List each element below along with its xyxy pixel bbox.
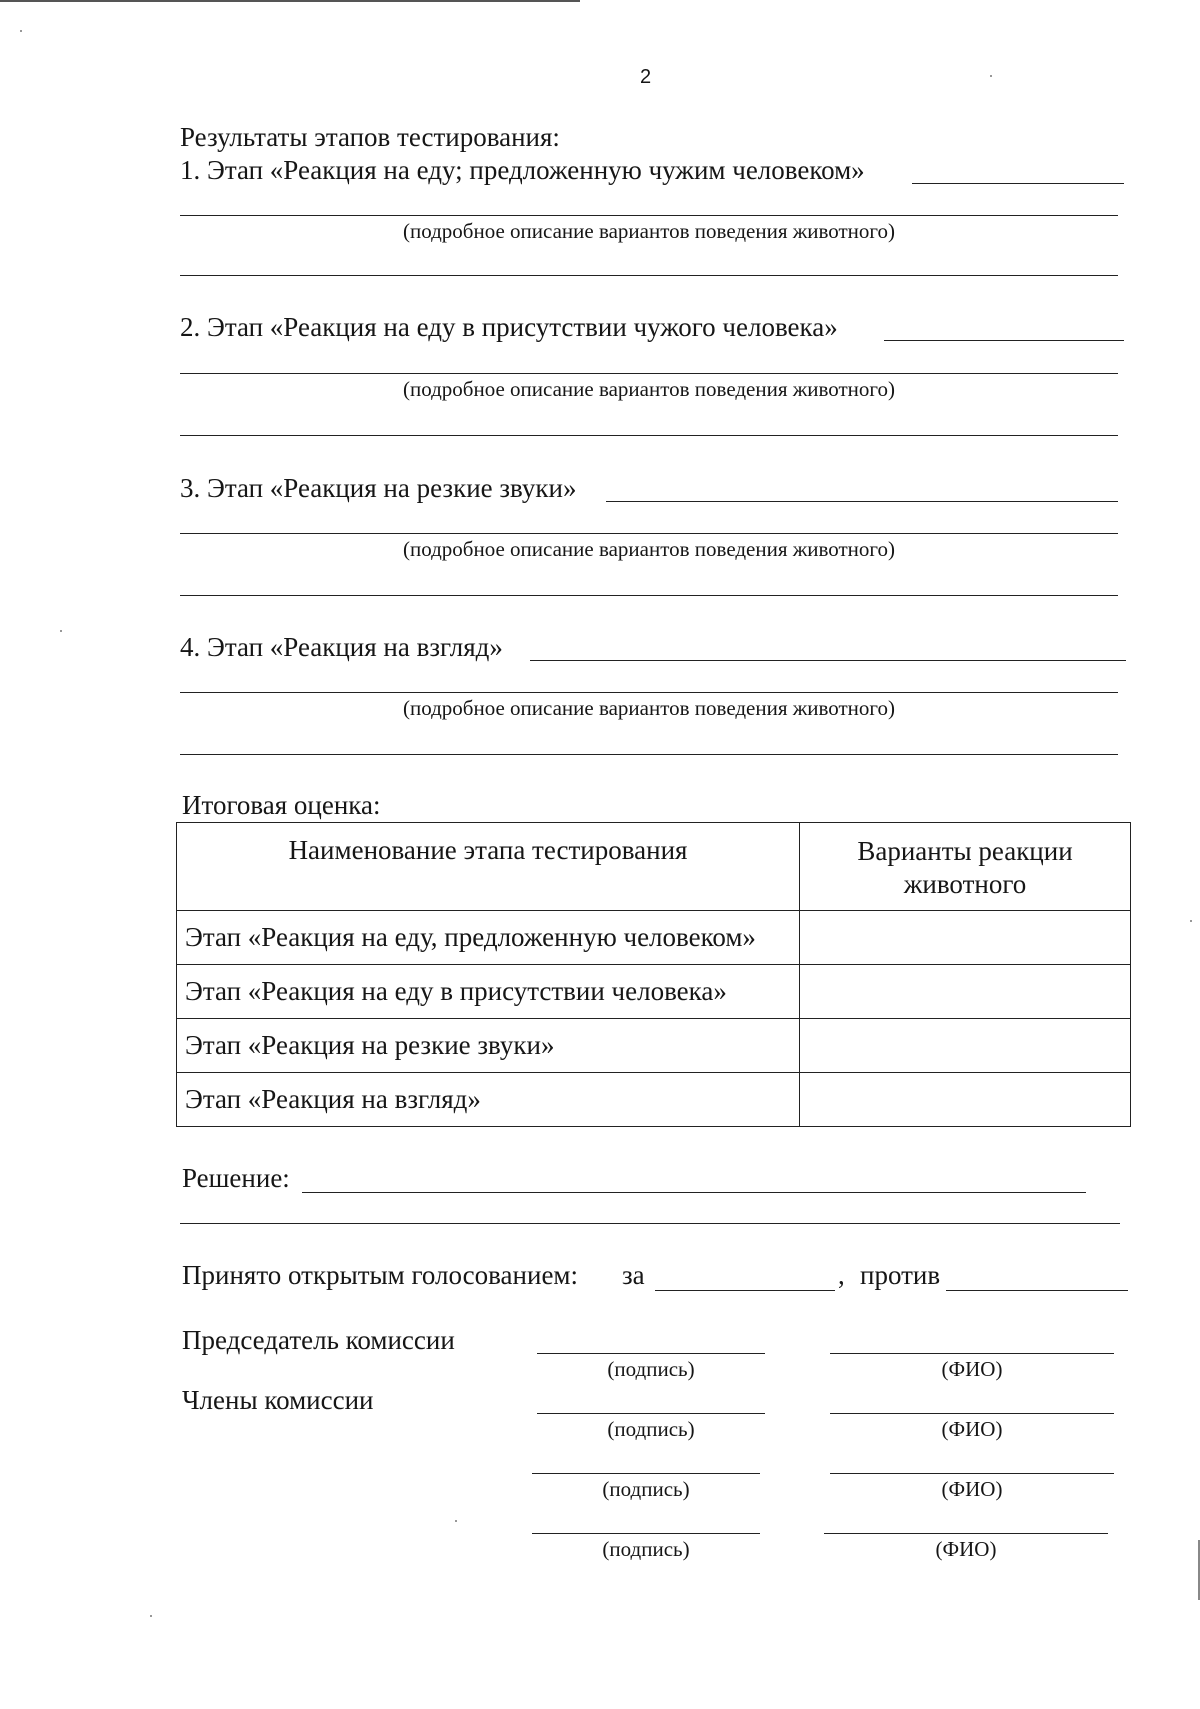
table-row xyxy=(177,911,1131,965)
stage-3-fill-inline[interactable] xyxy=(606,501,1118,502)
stage-1-fill-line-2[interactable] xyxy=(180,275,1118,276)
stage-4-title: 4. Этап «Реакция на взгляд» xyxy=(180,632,503,662)
vote-label: Принято открытым голосованием: xyxy=(182,1260,579,1290)
name-caption: (ФИО) xyxy=(941,1417,1003,1441)
vote-for-label: за xyxy=(622,1260,645,1290)
total-assessment-label: Итоговая оценка: xyxy=(182,790,381,820)
name-caption: (ФИО) xyxy=(935,1537,997,1561)
name-line-member-1[interactable] xyxy=(830,1413,1114,1414)
header-reaction-variants: Варианты реакции животного xyxy=(800,823,1131,911)
signature-caption: (подпись) xyxy=(602,1477,690,1501)
row-reaction-cell[interactable] xyxy=(800,911,1131,965)
stage-3-caption: (подробное описание вариантов поведения животного) xyxy=(402,537,895,561)
stage-4-fill-line[interactable] xyxy=(180,692,1118,693)
signature-line-chairman[interactable] xyxy=(537,1353,765,1354)
name-line-member-2[interactable] xyxy=(830,1473,1114,1474)
decision-fill-line[interactable] xyxy=(180,1223,1120,1224)
signature-caption: (подпись) xyxy=(602,1537,690,1561)
row-stage-name: Этап «Реакция на взгляд» xyxy=(177,1073,800,1127)
table-header-row xyxy=(177,823,1131,911)
stage-2-fill-inline[interactable] xyxy=(884,340,1124,341)
table-row xyxy=(177,1019,1131,1073)
table-row xyxy=(177,965,1131,1019)
stage-4-fill-line-2[interactable] xyxy=(180,754,1118,755)
stage-2-title: 2. Этап «Реакция на еду в присутствии чужого человека» xyxy=(180,312,838,342)
scan-speck xyxy=(1190,920,1192,922)
scan-edge-top xyxy=(0,0,580,2)
results-heading: Результаты этапов тестирования: xyxy=(180,122,560,152)
signature-line-member-1[interactable] xyxy=(537,1413,765,1414)
stage-1-caption: (подробное описание вариантов поведения животного) xyxy=(402,219,895,243)
chairman-label: Председатель комиссии xyxy=(182,1325,455,1355)
scan-speck xyxy=(990,75,992,77)
stage-2-fill-line-2[interactable] xyxy=(180,435,1118,436)
row-stage-name: Этап «Реакция на еду в присутствии человека» xyxy=(177,965,800,1019)
vote-against-label: против xyxy=(860,1260,941,1290)
vote-for-field[interactable] xyxy=(655,1290,835,1291)
signature-line-member-2[interactable] xyxy=(532,1473,760,1474)
name-line-chairman[interactable] xyxy=(830,1353,1114,1354)
stage-3-fill-line[interactable] xyxy=(180,533,1118,534)
row-reaction-cell[interactable] xyxy=(800,965,1131,1019)
signature-caption: (подпись) xyxy=(607,1417,695,1441)
stage-1-fill-line[interactable] xyxy=(180,215,1118,216)
header-stage-name: Наименование этапа тестирования xyxy=(177,823,800,911)
stage-3-fill-line-2[interactable] xyxy=(180,595,1118,596)
row-reaction-cell[interactable] xyxy=(800,1019,1131,1073)
signature-line-member-3[interactable] xyxy=(532,1533,760,1534)
stage-1-fill-inline[interactable] xyxy=(912,183,1124,184)
row-reaction-cell[interactable] xyxy=(800,1073,1131,1127)
scan-speck xyxy=(455,1520,457,1522)
members-label: Члены комиссии xyxy=(182,1385,374,1415)
name-caption: (ФИО) xyxy=(941,1357,1003,1381)
signature-caption: (подпись) xyxy=(607,1357,695,1381)
stage-2-fill-line[interactable] xyxy=(180,373,1118,374)
row-stage-name: Этап «Реакция на резкие звуки» xyxy=(177,1019,800,1073)
page-number: 2 xyxy=(640,66,652,88)
scan-speck xyxy=(20,30,22,32)
scan-speck xyxy=(150,1615,152,1617)
decision-label: Решение: xyxy=(182,1163,290,1193)
stage-2-caption: (подробное описание вариантов поведения животного) xyxy=(402,377,895,401)
stage-1-title: 1. Этап «Реакция на еду; предложенную чужим человеком» xyxy=(180,155,865,185)
table-row xyxy=(177,1073,1131,1127)
vote-separator: , xyxy=(838,1260,845,1290)
scan-speck xyxy=(60,630,62,632)
total-assessment-table xyxy=(176,822,1131,1127)
row-stage-name: Этап «Реакция на еду, предложенную человеком» xyxy=(177,911,800,965)
vote-against-field[interactable] xyxy=(946,1290,1128,1291)
name-line-member-3[interactable] xyxy=(824,1533,1108,1534)
stage-4-fill-inline[interactable] xyxy=(530,660,1126,661)
stage-4-caption: (подробное описание вариантов поведения животного) xyxy=(402,696,895,720)
decision-fill-inline[interactable] xyxy=(302,1192,1086,1193)
name-caption: (ФИО) xyxy=(941,1477,1003,1501)
stage-3-title: 3. Этап «Реакция на резкие звуки» xyxy=(180,473,577,503)
